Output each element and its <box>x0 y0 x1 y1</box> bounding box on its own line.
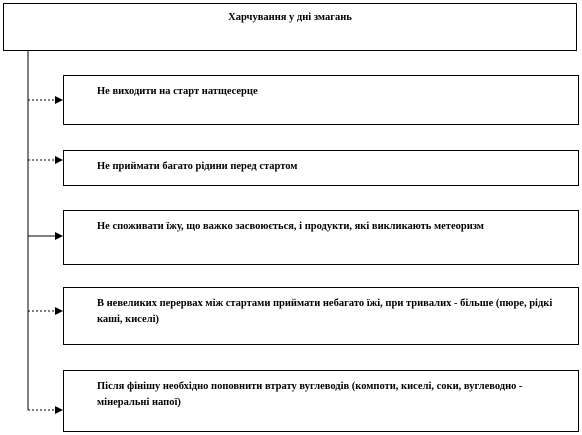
rule-box-5 <box>63 370 579 432</box>
rule-text-1: Не виходити на старт натщесерце <box>97 86 258 97</box>
rule-box-4 <box>63 287 579 345</box>
diagram-title: Харчування у дні змагань <box>228 12 352 23</box>
rule-text-4: В невеликих перервах між стартами приймати небагато їжі, при тривалих - більше (пюре, рідкі каші, киселі) <box>97 298 553 325</box>
rule-box-3 <box>63 210 579 265</box>
rule-box-2 <box>63 150 579 186</box>
rule-text-2: Не приймати багато рідини перед стартом <box>97 161 298 172</box>
rule-box-1 <box>63 75 579 125</box>
rule-text-5: Після фінішу необхідно поповнити втрату вуглеводів (компоти, киселі, соки, вуглеводно - мінеральні напої) <box>97 381 523 408</box>
rule-text-3: Не споживати їжу, що важко засвоюється, і продукти, які викликають метеоризм <box>97 221 484 232</box>
